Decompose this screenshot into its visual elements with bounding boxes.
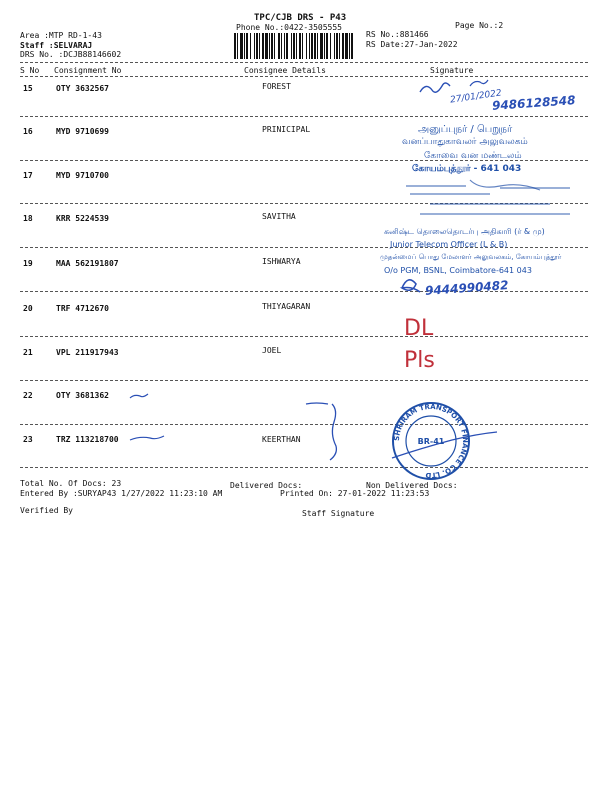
total-docs: Total No. Of Docs: 23	[20, 479, 122, 488]
row-consignment: VPL 211917943	[56, 348, 119, 357]
row-sno: 18	[23, 214, 33, 223]
officer-stamp-line: Junior Telecom Officer (L & B)	[390, 240, 508, 249]
round-stamp-ring-text: SHRIRAM TRANSPORT FINANCE CO. LTD	[392, 402, 470, 480]
row-sno: 16	[23, 127, 33, 136]
row-consignment: MAA 562191807	[56, 259, 119, 268]
row-sno: 19	[23, 259, 33, 268]
round-stamp-center-text: BR-41	[417, 437, 445, 446]
row-sno: 22	[23, 391, 33, 400]
officer-stamp-line: கனிஷ்ட தொலைதொடர்பு அதிகாரி (ர் & மு)	[384, 227, 545, 236]
row-sno: 15	[23, 84, 33, 93]
smudged-stamp	[400, 176, 590, 226]
area-field: Area :MTP RD-1-43	[20, 31, 102, 40]
row-consignee: PRINICIPAL	[262, 125, 311, 134]
row-consignment: OTY 3632567	[56, 84, 109, 93]
row-consignment: TRZ 113218700	[56, 435, 119, 444]
officer-stamp-line: முதன்மைப் பொது மேலாளர் அலுவலகம், கோயம்புத்தூர்	[380, 253, 562, 261]
entered-by: Entered By :SURYAP43 1/27/2022 11:23:10 AM	[20, 489, 223, 498]
row-consignee: ISHWARYA	[262, 257, 301, 266]
non-delivered-docs: Non Delivered Docs:	[366, 481, 458, 490]
document-title: TPC/CJB DRS - P43	[254, 13, 347, 23]
handwritten-phone-2: 9444990482	[424, 278, 509, 298]
page-number: Page No.:2	[455, 21, 504, 30]
column-header-signature: Signature	[430, 66, 474, 75]
row-sno: 17	[23, 171, 33, 180]
row-consignment: MYD 9710699	[56, 127, 109, 136]
company-round-stamp	[386, 396, 476, 486]
row-consignment: TRF 4712670	[56, 304, 109, 313]
row-consignment: KRR 5224539	[56, 214, 109, 223]
printed-on: Printed On: 27-01-2022 11:23:53	[280, 489, 430, 498]
row-consignee: SAVITHA	[262, 212, 296, 221]
handwritten-pls: Pls	[404, 348, 435, 373]
row-sno: 21	[23, 348, 33, 357]
rs-date: RS Date:27-Jan-2022	[366, 40, 458, 49]
row-consignee: FOREST	[262, 82, 291, 91]
department-stamp-line: அனுப்புநர் / பெறுநர்	[418, 124, 513, 135]
row-sno: 20	[23, 304, 33, 313]
row-consignee: THIYAGARAN	[262, 302, 311, 311]
column-header-consignment: Consignment No	[54, 66, 122, 75]
drs-number: DRS No. :DCJB88146602	[20, 50, 122, 59]
row-consignment: MYD 9710700	[56, 171, 109, 180]
department-stamp-line: கோவை வன மண்டலம்	[424, 151, 522, 161]
row-consignee: JOEL	[262, 346, 282, 355]
handwritten-phone-1: 9486128548	[491, 93, 576, 113]
handwritten-dl: DL	[404, 316, 434, 341]
column-header-consignee: Consignee Details	[244, 66, 326, 75]
handwritten-date: 27/01/2022	[449, 88, 503, 106]
officer-stamp-line: O/o PGM, BSNL, Coimbatore-641 043	[384, 266, 532, 275]
row-consignee: KEERTHAN	[262, 435, 301, 444]
column-header-sno: S No	[20, 66, 40, 75]
phone-number: Phone No.:0422-3505555	[236, 23, 342, 32]
department-stamp-line: கோயம்புத்தூர் - 641 043	[412, 164, 522, 174]
department-stamp-line: வனப்பாதுகாவலர் அலுவலகம்	[402, 137, 528, 147]
staff-signature-label: Staff Signature	[302, 509, 375, 518]
rs-number: RS No.:881466	[366, 30, 429, 39]
delivered-docs: Delivered Docs:	[230, 481, 303, 490]
row-consignment: OTY 3681362	[56, 391, 109, 400]
staff-field: Staff :SELVARAJ	[20, 41, 93, 50]
row-sno: 23	[23, 435, 33, 444]
verified-by-label: Verified By	[20, 506, 73, 515]
